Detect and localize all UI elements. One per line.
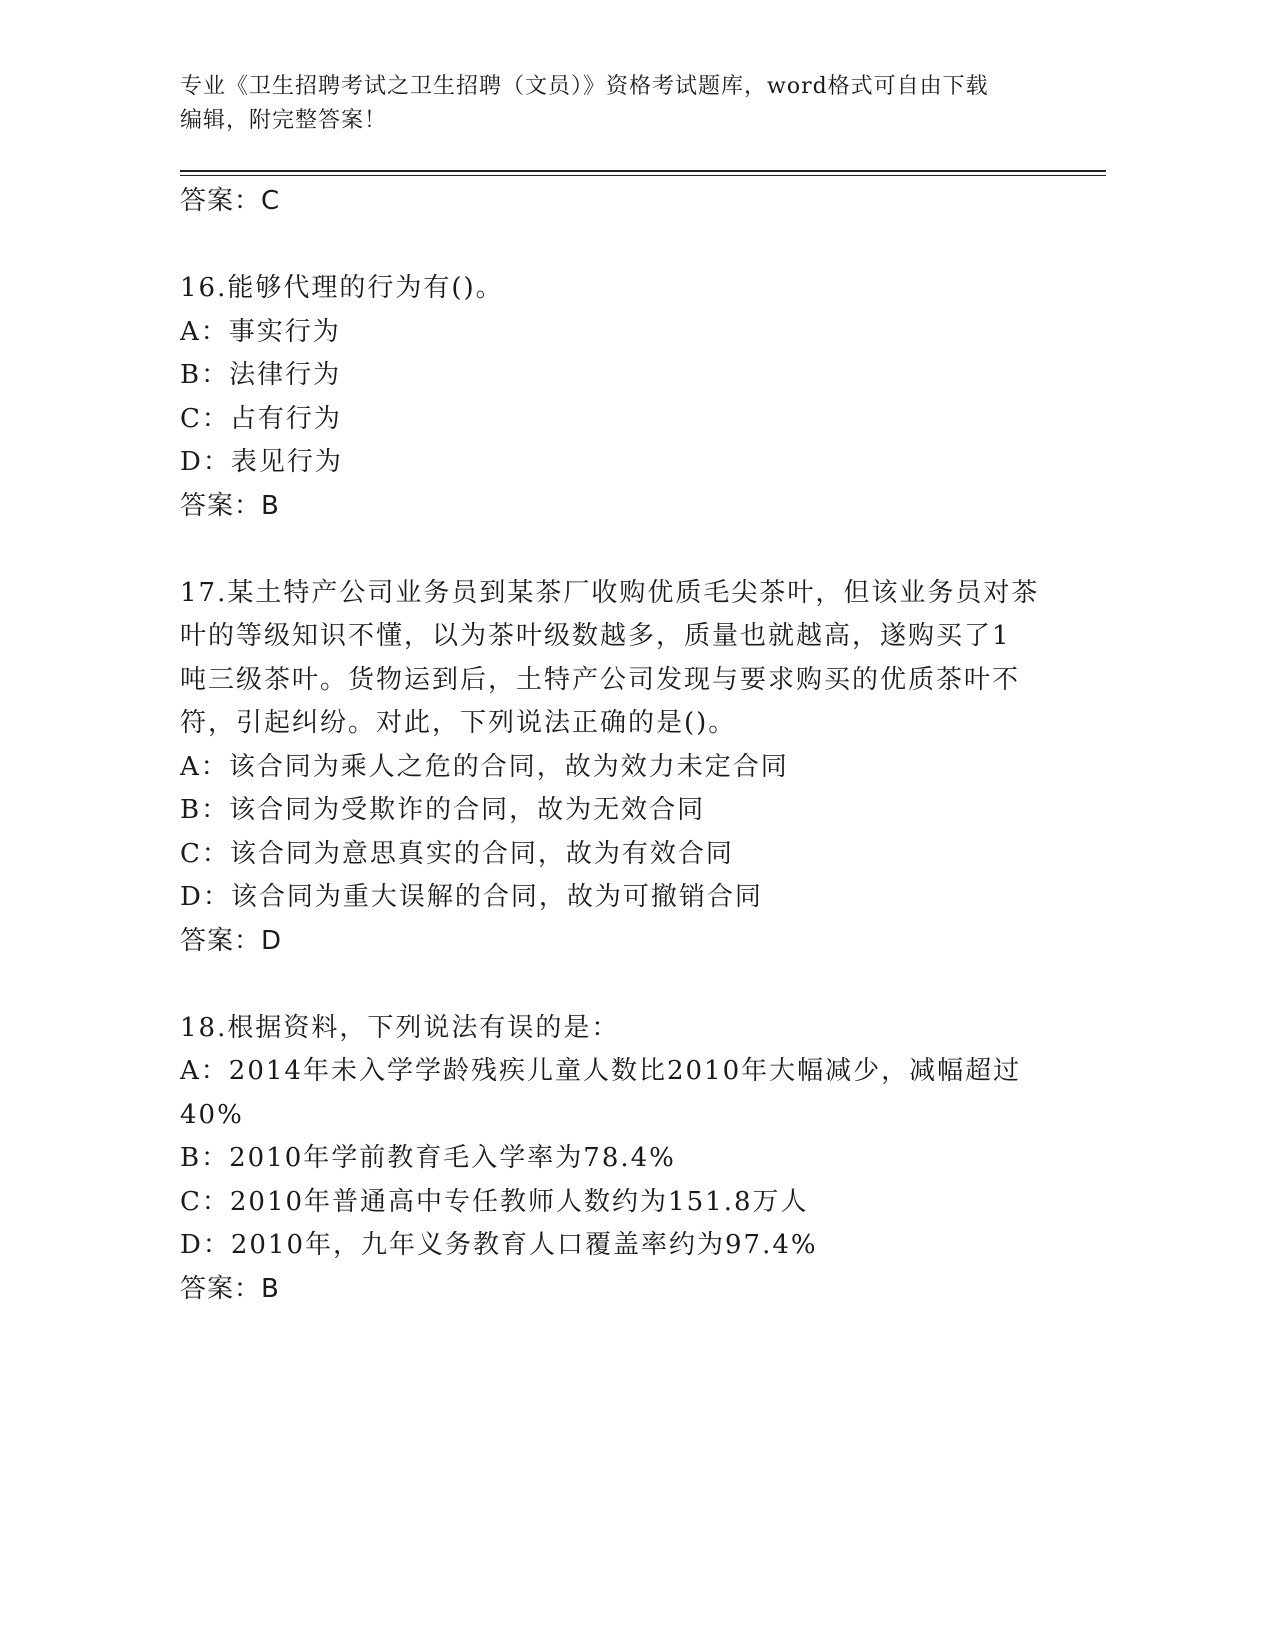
header-divider-thin [180, 175, 1106, 176]
option-c: C：该合同为意思真实的合同，故为有效合同 [180, 838, 734, 869]
question-stem-line: 吨三级茶叶。货物运到后，土特产公司发现与要求购买的优质茶叶不 [180, 664, 1021, 695]
option-d: D：2010年，九年义务教育人口覆盖率约为97.4% [180, 1230, 818, 1260]
answer: 答案：B [180, 1273, 280, 1304]
option-b: B：法律行为 [180, 360, 342, 390]
option-a: A：事实行为 [180, 316, 341, 347]
header-divider-thick [180, 170, 1106, 172]
question-18 [180, 1007, 1060, 1312]
answer: 答案：D [180, 925, 283, 956]
question-17 [180, 572, 1060, 964]
option-a: A：该合同为乘人之危的合同，故为效力未定合同 [180, 751, 789, 782]
option-d: D：表见行为 [180, 447, 343, 477]
option-a: A：2014年未入学学龄残疾儿童人数比2010年大幅减少，减幅超过 [180, 1056, 1022, 1086]
question-stem: 18.根据资料，下列说法有误的是： [180, 1012, 620, 1043]
option-b: B：该合同为受欺诈的合同，故为无效合同 [180, 795, 706, 825]
question-stem-line: 17.某土特产公司业务员到某茶厂收购优质毛尖茶叶，但该业务员对茶 [180, 577, 1040, 608]
question-stem-line: 叶的等级知识不懂，以为茶叶级数越多，质量也就越高，遂购买了1 [180, 621, 1011, 651]
option-c: C：2010年普通高中专任教师人数约为151.8万人 [180, 1186, 809, 1217]
option-c: C：占有行为 [180, 403, 342, 434]
header-line-1: 专业《卫生招聘考试之卫生招聘（文员）》资格考试题库，word格式可自由下载 [180, 74, 989, 99]
document-header [180, 70, 1060, 138]
header-line-2: 编辑，附完整答案！ [180, 108, 388, 133]
question-stem: 16.能够代理的行为有()。 [180, 273, 504, 303]
option-b: B：2010年学前教育毛入学率为78.4% [180, 1143, 676, 1173]
question-stem-line: 符，引起纠纷。对此，下列说法正确的是()。 [180, 708, 737, 738]
previous-answer: 答案：C [180, 186, 281, 216]
question-list [180, 180, 1060, 1311]
question-16 [180, 267, 1060, 528]
answer: 答案：B [180, 490, 280, 521]
option-a-continued: 40% [180, 1099, 244, 1130]
option-d: D：该合同为重大误解的合同，故为可撤销合同 [180, 882, 763, 912]
